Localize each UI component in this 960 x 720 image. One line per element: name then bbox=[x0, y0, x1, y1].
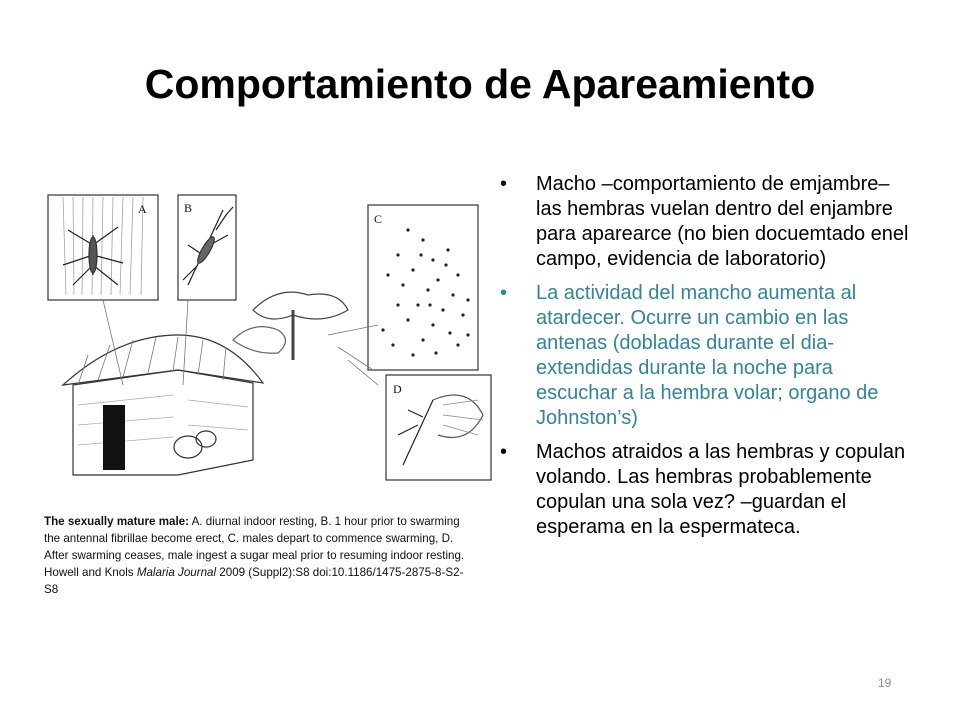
hut-door bbox=[103, 405, 125, 470]
caption-ref-journal: Malaria Journal bbox=[136, 566, 217, 579]
bullet-dot: • bbox=[500, 282, 508, 304]
panel-b-label: B bbox=[184, 201, 193, 215]
panel-d-label: D bbox=[393, 382, 402, 396]
page-number: 19 bbox=[878, 676, 892, 690]
panel-a-label: A bbox=[138, 202, 147, 216]
bullet-list bbox=[496, 172, 916, 549]
bullet-item bbox=[496, 172, 916, 272]
bullet-item bbox=[496, 281, 916, 431]
caption-lead: The sexually mature male: bbox=[44, 515, 189, 528]
slide-title: Comportamiento de Apareamiento bbox=[144, 61, 816, 107]
caption-text: A. diurnal indoor resting, B. 1 hour prior to swarming the antennal fibrillae become erect, C. males depart to commence swarming, D. After swarming ceases, male ingest a sugar meal prior to resuming indoor resting. bbox=[44, 515, 465, 562]
caption-ref-tail: 2009 (Suppl2):S8 doi:10.1186/1475-2875-8-S2-S8 bbox=[44, 566, 464, 596]
bullet-item bbox=[496, 440, 916, 540]
swarm-dots bbox=[381, 228, 469, 356]
mosquito-behavior-illustration bbox=[38, 185, 498, 510]
bullet-text: Macho –comportamiento de emjambre– las hembras vuelan dentro del enjambre para aparearce (no bien docuemtado enel campo, evidencia de laboratorio) bbox=[536, 173, 909, 270]
bullet-text: Machos atraidos a las hembras y copulan volando. Las hembras probablemente copulan una sola vez? –guardan el esperama en la espermateca. bbox=[536, 441, 906, 538]
bullet-dot: • bbox=[500, 441, 508, 463]
illustration-svg bbox=[38, 185, 498, 510]
figure-caption bbox=[44, 513, 474, 598]
panel-c-label: C bbox=[374, 212, 383, 226]
caption-ref-authors: Howell and Knols bbox=[44, 566, 137, 579]
panel-c-frame bbox=[368, 205, 478, 370]
bullet-text: La actividad del mancho aumenta al atardecer. Ocurre un cambio en las antenas (dobladas durante el dia- extendidas durante la noche para escuchar a la hembra volar; organo de Johnston’s) bbox=[536, 282, 879, 429]
bullet-dot: • bbox=[500, 173, 508, 195]
